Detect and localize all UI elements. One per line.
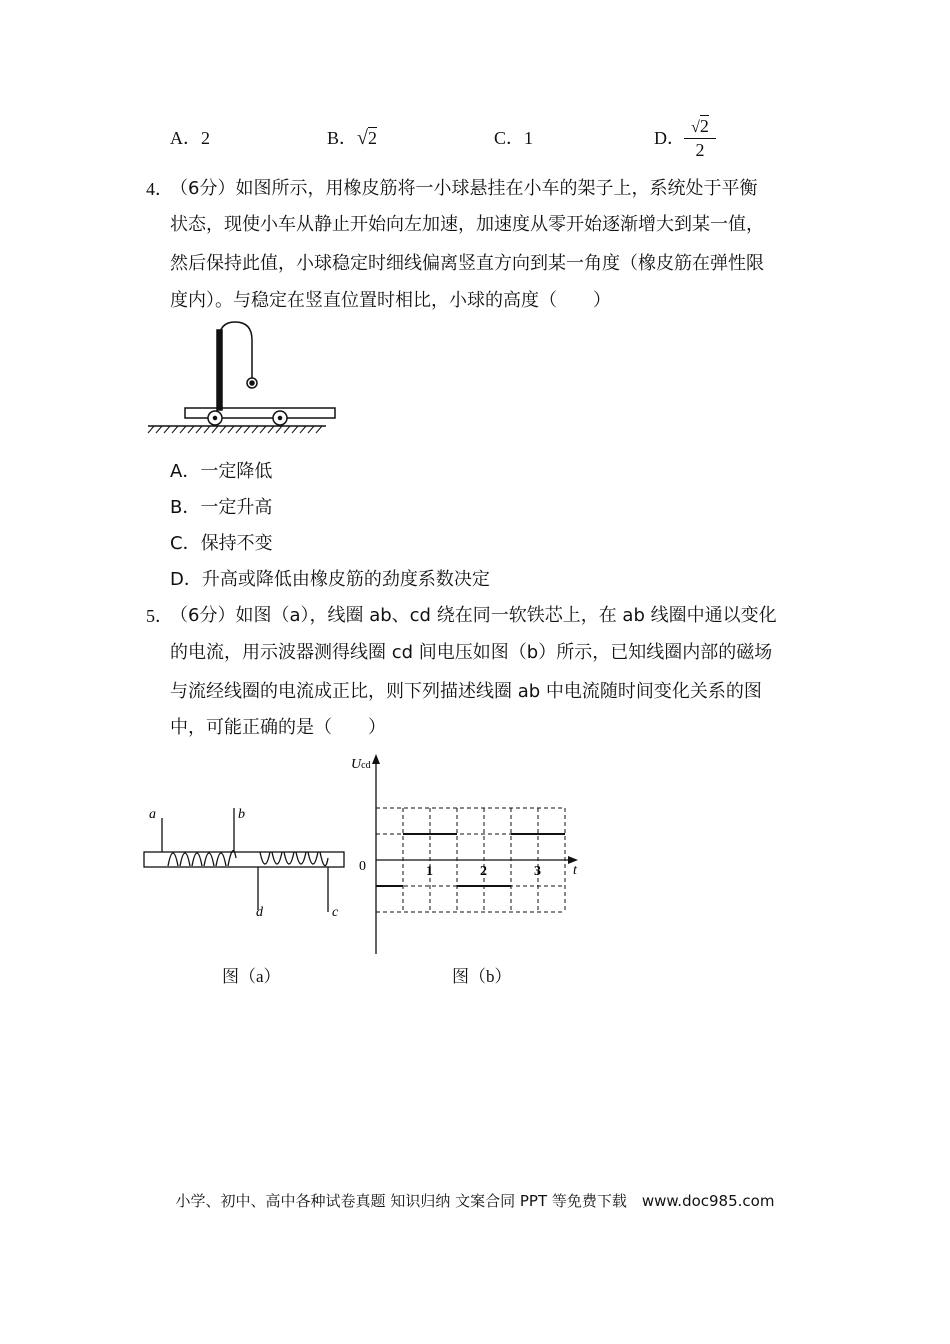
q4-option-b: B．一定升高	[170, 497, 273, 518]
q4-text-line-1: （6分）如图所示，用橡皮筋将一小球悬挂在小车的架子上，系统处于平衡	[170, 178, 758, 199]
q3-option-d-denominator: 2	[684, 138, 716, 161]
q4-cart-figure	[140, 320, 340, 440]
q3-option-b-value: 2	[368, 128, 377, 148]
ground-hatching	[148, 426, 322, 433]
q4-text-line-3: 然后保持此值，小球稳定时细线偏离竖直方向到某一角度（橡皮筋在弹性限	[170, 253, 764, 274]
coil-ab	[168, 851, 236, 866]
label-d: d	[256, 905, 263, 920]
q3-option-c-value: 1	[524, 128, 534, 148]
q4-text-line-2: 状态，现使小车从静止开始向左加速，加速度从零开始逐渐增大到某一值，	[170, 214, 764, 235]
fig-b-caption: 图（b）	[452, 967, 512, 986]
q5-figure-b-chart	[345, 750, 585, 960]
q3-option-a-value: 2	[201, 128, 210, 148]
cart-pole	[217, 330, 222, 410]
q3-option-a	[170, 126, 210, 150]
page-footer: 小学、初中、高中各种试卷真题 知识归纳 文案合同 PPT 等免费下载 www.doc985.com	[175, 1192, 775, 1210]
x-tick-2: 2	[480, 864, 487, 879]
sqrt-icon: √	[357, 127, 368, 149]
q5-number: 5．	[146, 606, 173, 626]
sqrt-icon: √	[691, 119, 700, 136]
q3-option-b	[327, 126, 377, 150]
label-b: b	[238, 807, 245, 822]
q5-figure-a	[138, 800, 353, 925]
rubber-band-hook	[219, 322, 252, 340]
y-axis-arrow-icon	[372, 754, 380, 764]
q3-option-c	[494, 126, 533, 150]
x-tick-1: 1	[426, 864, 433, 879]
q3-option-b-label: B．	[327, 128, 358, 148]
y-axis-label-main: U	[351, 757, 362, 772]
q5-text-line-3: 与流经线圈的电流成正比，则下列描述线圈 ab 中电流随时间变化关系的图	[170, 681, 762, 702]
q3-option-d-fraction	[684, 116, 716, 161]
q3-option-c-label: C．	[494, 128, 525, 148]
q3-option-d-label: D．	[654, 128, 685, 148]
coil-cd	[260, 852, 328, 866]
q3-option-a-label: A．	[170, 128, 201, 148]
label-a: a	[149, 807, 156, 822]
q5-text-line-2: 的电流，用示波器测得线圈 cd 间电压如图（b）所示，已知线圈内部的磁场	[170, 642, 773, 663]
q4-number: 4．	[146, 179, 173, 199]
label-c: c	[332, 905, 339, 920]
q5-text-line-1: （6分）如图（a），线圈 ab、cd 绕在同一软铁芯上，在 ab 线圈中通以变化	[170, 605, 777, 626]
q4-option-d: D．升高或降低由橡皮筋的劲度系数决定	[170, 569, 490, 590]
q3-option-d-numerator: 2	[699, 116, 709, 136]
q4-option-c: C．保持不变	[170, 533, 273, 554]
x-axis-label: t	[573, 863, 577, 878]
x-tick-3: 3	[534, 864, 541, 879]
q4-text-line-4: 度内）。与稳定在竖直位置时相比，小球的高度（ ）	[170, 290, 611, 311]
q4-option-a: A．一定降低	[170, 461, 273, 482]
q5-text-line-4: 中，可能正确的是（ ）	[170, 717, 386, 738]
origin-label: 0	[359, 859, 366, 874]
y-axis-label-sub: cd	[361, 760, 371, 771]
y-axis-label	[351, 757, 371, 772]
fig-a-caption: 图（a）	[222, 967, 281, 986]
